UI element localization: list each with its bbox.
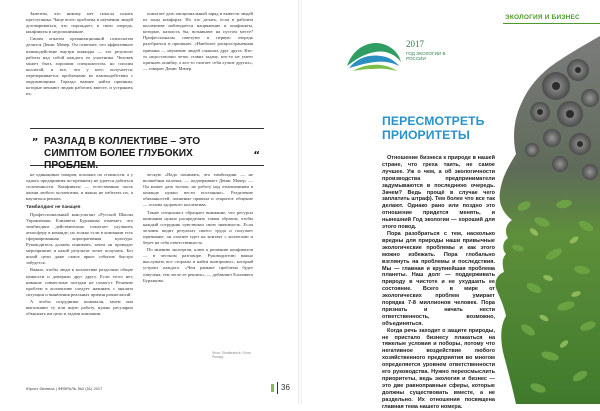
left-page — [0, 0, 300, 404]
spine-gutter — [298, 0, 302, 404]
paragraph: Важно, чтобы люди в коллективе разделяли общие ценности и доверяли друг другу. Если этого нет, никакие совместные поездки не помогут. Решение проблем в коллективе следует начинать с анализа ситуации и выявления реальных причин разногласий. — [26, 267, 133, 297]
pullquote — [30, 128, 264, 171]
article-lead — [382, 155, 495, 410]
text-column-3 — [26, 172, 133, 372]
text-column-4 — [143, 172, 253, 350]
paragraph: Заметим, что никому нет смысла искать преступника. Чаще всего проблема в неумении людей договариваться, что порождает, в свою очередь, конфликты и недопонимание. — [26, 11, 133, 35]
logo-text: ГОД ЭКОЛОГИИ В РОССИИ — [406, 51, 446, 62]
page-number: 36 — [277, 382, 290, 394]
section-label: ЭКОЛОГИЯ И БИЗНЕС — [505, 14, 580, 21]
right-page — [300, 0, 600, 410]
year-of-ecology-logo — [343, 36, 403, 76]
paragraph: Отношение бизнеса к природе в нашей стране, что греха таить, не самое лучшее. Уж о чем, а об экологичности производства предприниматели задумываются в последнюю очередь. Зачем? Ведь прощё в случае чего заплатить штраф). Тем более что все так делают. Однако рано или поздно это отношение придется менять, и нынешний Год экологии — хороший для этого повод. — [382, 155, 495, 231]
paragraph: А чтобы сотрудники понимали, зачем они выполняют ту или иную работу, нужно регулярно объяснять им цели и задачи компании. — [26, 298, 133, 317]
text-column-1 — [26, 11, 133, 119]
page-footer: Юрист бизнеса | ФЕВРАЛЬ №2 (51) 2017 — [26, 386, 103, 391]
tree-head-illustration — [494, 26, 600, 404]
paragraph: Пора разобраться с тем, насколько вредны для природы наши привычные экологические проблемы и как этого можно избежать. Пора глобально взглянуть на проблемы и последствия. Мы — главная и крупнейшая проблема планеты. Наш долг — поддерживать природу в чистоте и не ухудшать ее состояние. Всего в мире от экологических проблем умирает порядка 7-8 миллионов человек. Пора признать и начать нести ответственность, возможно, объединяться. — [382, 230, 495, 327]
article-title: ПЕРЕСМОТРЕТЬ ПРИОРИТЕТЫ — [382, 114, 485, 142]
pullquote-text: РАЗЛАД В КОЛЛЕКТИВЕ – ЭТО СИМПТОМ БОЛЕЕ ГЛУБОКИХ ПРОБЛЕМ. — [44, 136, 201, 171]
section-divider — [503, 23, 600, 24]
paragraph: не одинаковых товаров, похожих по стоимости, а у одного предприятия по-прежнему не удается добиться сплоченности. Конфликты — естественная часть жизни любого коллектива, и важно не избегать их, а научиться решать. — [26, 172, 133, 202]
paragraph: Профессиональный консультант «Русской Школы Управления» Елизавета Бурлакова отмечает, что тимбилдинг действительно помогает улучшить атмосферу в команде, но только если в компании есть сформированная корпоративная культура. Руководитель должен понимать, зачем он проводит мероприятие и какой результат хочет получить. Без ясной цели даже самое яркое событие быстро забудется. — [26, 211, 133, 266]
paragraph: Своим опытом организационной психологии делится Денис Мачер. Он отмечает, что эффективное взаимодействие внутри команды — это результат работы над собой каждого ее участника. Человек может быть хорошим специалистом, но плохим коллегой, и все, что у него получается, перечеркивается проблемами во взаимодействии с окружающими. Гораздо важнее найти причины, которые мешают людям работать вместе, и устранить их. — [26, 36, 133, 97]
open-quote-icon: „ — [32, 132, 39, 143]
close-quote-icon: “ — [253, 150, 260, 161]
paragraph: помогает дать эмоциональный заряд и вывести людей из зоны комфорта. Но что делать, если в рабочем коллективе наблюдается напряжение и конфликты, которые, казалось бы, возникают на пустом месте? Профессионалы советуют в первую очередь разобраться в причинах. «Наиболее распространенная причина — неумение людей слышать друг друга. Кто-то недостаточно четко ставит задачу, кто-то не умеет признать ошибку, а кто-то считает себя лучше других», — говорит Денис Мачер. — [143, 11, 253, 71]
logo-year: 2017 — [406, 39, 424, 49]
subheading: Тимбилдинг не панацея — [26, 204, 81, 210]
paragraph: Также специалист обращает внимание, что ресурсы компании нужно распределять таким образом, чтобы каждый сотрудник чувствовал свою значимость. Если человек видит результат своего труда и получает признание, он охотнее идет на контакт с коллегами и берет на себя ответственность. — [143, 209, 253, 246]
page-number-marker — [271, 384, 274, 392]
text-column-2 — [143, 11, 253, 119]
paragraph: По мнению экспертов, ключ к решению конфликтов — в честном разговоре. Руководителю важно выслушать все стороны и найти компромисс, который устроит каждого. «Чем раньше проблема будет озвучена, тем легче ее решить», — добавляет Елизавета Бурлакова. — [143, 247, 253, 283]
photo-credit: Фото: Shutterstock / Фото Ронару — [212, 351, 252, 359]
paragraph: ческую «Надо понимать, что тимбилдинг — не волшебная палочка, — подчеркивает Денис Мачер. — Он может дать толчок, но работу над отношениями в команде нужно вести постоянно». Разделение обязанностей, понятные правила и открытое общение — основа здорового коллектива. — [143, 172, 253, 208]
paragraph: Когда речь заходит о защите природы, не пристало бизнесу плакаться на тяжелые условия и поборы, потому что негативное воздействие любого хозяйственного предприятия во многом определяется уровнем ответственности его руководства. Нужно переосмыслить приоритеты, ведь экология и бизнес — это две равноправные сферы, которые должны существовать вместе, а не раздельно. Их отношения посвящена главная тема нашего номера. — [382, 327, 495, 410]
